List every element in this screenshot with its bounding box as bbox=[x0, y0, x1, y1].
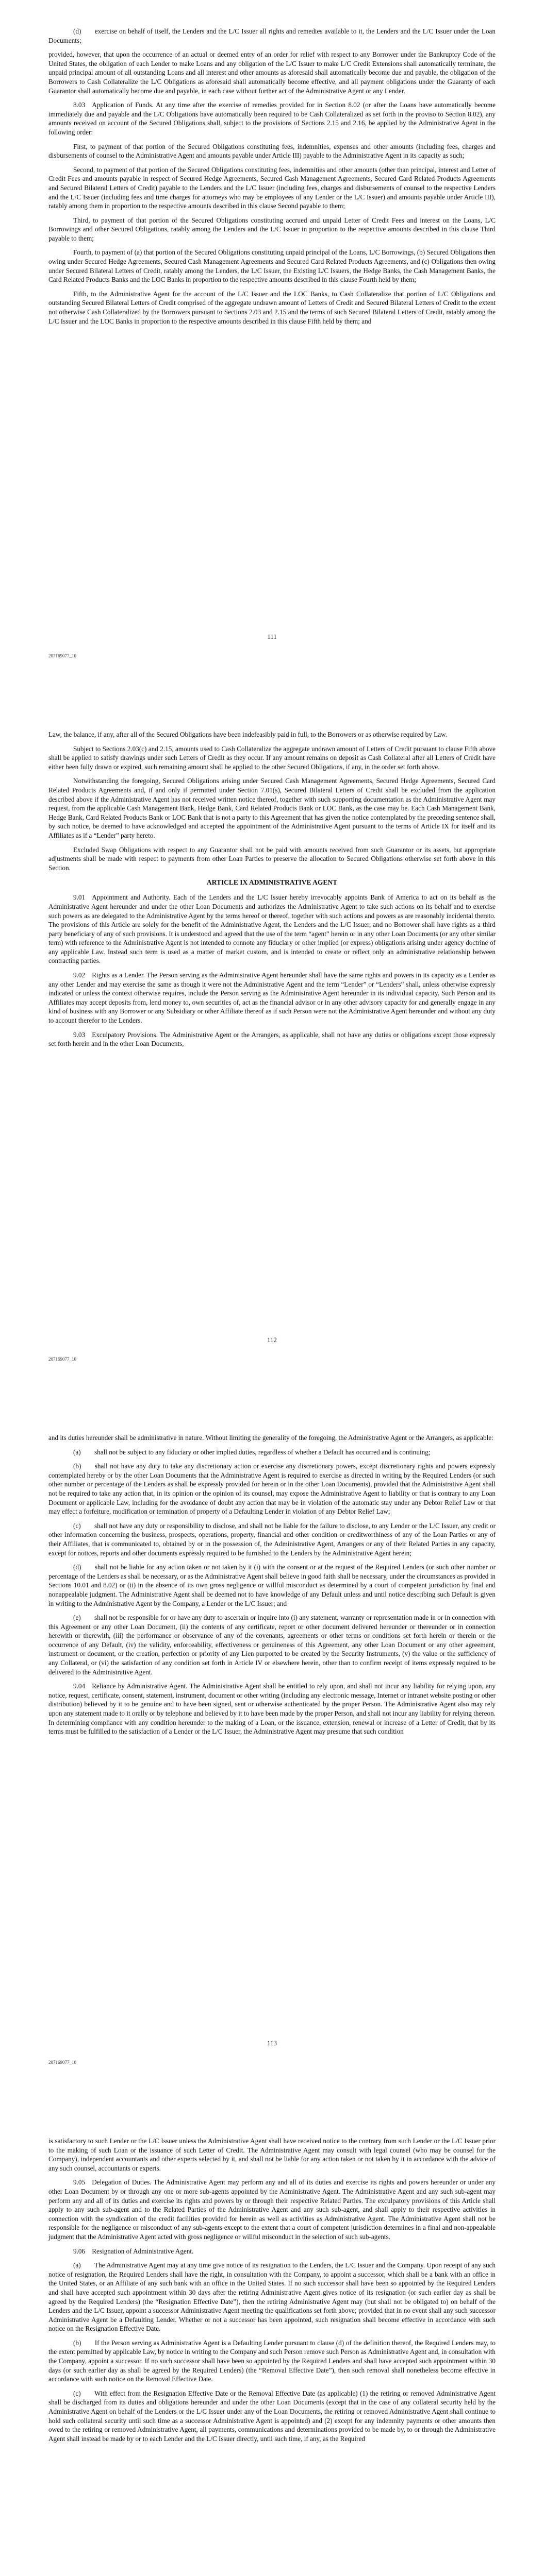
page-1-body bbox=[48, 27, 496, 331]
paragraph: Excluded Swap Obligations with respect to any Guarantor shall not be paid with amounts received from such Guarantor or its assets, but appropriate adjustments shall be made with respect to payments from other Loan Parties to preserve the allocation to Secured Obligations otherwise set forth above in this Section. bbox=[48, 845, 496, 872]
section-8-03-paragraph: 8.03 Application of Funds. At any time after the exercise of remedies provided for in Section 8.02 (or after the Loans have automatically become immediately due and payable and the L/C Obligations have automatically been required to be Cash Collateralized as set forth in the proviso to Section 8.02), any amounts received on account of the Secured Obligations shall, subject to the provisions of Sections 2.15 and 2.16, be applied by the Administrative Agent in the following order: bbox=[48, 101, 496, 136]
document-id: 207169077_10 bbox=[48, 1357, 76, 1362]
paragraph: Notwithstanding the foregoing, Secured Obligations arising under Secured Cash Management Agreements, Secured Hedge Agreements, Secured Card Related Products Agreements and, if and only if permitted under Section 7.01(s), Secured Bilateral Letters of Credit shall be excluded from the application described above if the Administrative Agent has not received written notice thereof, together with such supporting documentation as the Administrative Agent may request, from the applicable Cash Management Bank, Hedge Bank, Card Related Products Bank or LOC Bank, as the case may be. Each Cash Management Bank, Hedge Bank, Card Related Products Bank or LOC Bank that is not a party to this Agreement that has given the notice contemplated by the preceding sentence shall, by such notice, be deemed to have acknowledged and accepted the appointment of the Administrative Agent pursuant to the terms of Article IX for itself and its Affiliates as if a “Lender” party hereto. bbox=[48, 777, 496, 839]
page-3-body bbox=[48, 1433, 496, 1741]
page-number: 112 bbox=[267, 1336, 277, 1344]
page-number: 113 bbox=[267, 2039, 277, 2047]
section-9-02-paragraph: 9.02 Rights as a Lender. The Person serving as the Administrative Agent hereunder shall have the same rights and powers in its capacity as a Lender as any other Lender and may exercise the same as though it were not the Administrative Agent and the term “Lender” or “Lenders” shall, unless otherwise expressly indicated or unless the context otherwise requires, include the Person serving as the Administrative Agent hereunder in its individual capacity. Such Person and its Affiliates may accept deposits from, lend money to, own securities of, act as the financial advisor or in any other advisory capacity for and generally engage in any kind of business with any Borrower or any Subsidiary or other Affiliate thereof as if such Person were not the Administrative Agent hereunder and without any duty to account therefor to the Lenders. bbox=[48, 971, 496, 1025]
paragraph: Third, to payment of that portion of the Secured Obligations constituting accrued and unpaid Letter of Credit Fees and interest on the Loans, L/C Borrowings and other Secured Obligations, ratably among the Lenders and the L/C Issuer in proportion to the respective amounts described in this clause Third payable to them; bbox=[48, 216, 496, 242]
page-4-body bbox=[48, 2137, 496, 2448]
paragraph: (a) shall not be subject to any fiduciary or other implied duties, regardless of whether a Default has occurred and is continuing; bbox=[73, 1448, 431, 1456]
paragraph: First, to payment of that portion of the Secured Obligations constituting fees, indemnities, expenses and other amounts (including fees, charges and disbursements of counsel to the Administrative Agent and amounts payable under Article III) payable to the Administrative Agent in its capacity as such; bbox=[48, 142, 496, 160]
document-id: 207169077_10 bbox=[48, 2060, 76, 2065]
document-page-1 bbox=[0, 0, 544, 703]
document-id: 207169077_10 bbox=[48, 653, 76, 658]
section-9-04-paragraph: 9.04 Reliance by Administrative Agent. The Administrative Agent shall be entitled to rely upon, and shall not incur any liability for relying upon, any notice, request, certificate, consent, statement, instrument, document or other writing (including any electronic message, Internet or intranet website posting or other distribution) believed by it to be genuine and to have been signed, sent or otherwise authenticated by the proper Person. The Administrative Agent also may rely upon any statement made to it orally or by telephone and believed by it to have been made by the proper Person, and shall not incur any liability for relying thereon. In determining compliance with any condition hereunder to the making of a Loan, or the issuance, extension, renewal or increase of a Letter of Credit, that by its terms must be fulfilled to the satisfaction of a Lender or the L/C Issuer, the Administrative Agent may presume that such condition bbox=[48, 1682, 496, 1736]
paragraph: (d) exercise on behalf of itself, the Lenders and the L/C Issuer all rights and remedies available to it, the Lenders and the L/C Issuer under the Loan Documents; bbox=[48, 27, 496, 44]
page-number: 111 bbox=[267, 633, 277, 640]
paragraph: Law, the balance, if any, after all of the Secured Obligations have been indefeasibly paid in full, to the Borrowers or as otherwise required by Law. bbox=[48, 731, 448, 738]
document-page-2 bbox=[0, 703, 544, 1406]
paragraph: (b) If the Person serving as Administrative Agent is a Defaulting Lender pursuant to clause (d) of the definition thereof, the Required Lenders may, to the extent permitted by applicable Law, by notice in writing to the Company and such Person remove such Person as Administrative Agent and, in consultation with the Company, appoint a successor. If no such successor shall have been so appointed by the Required Lenders and shall have accepted such appointment within 30 days (or such earlier day as shall be agreed by the Required Lenders) (the “Removal Effective Date”), then such removal shall nonetheless become effective in accordance with such notice on the Removal Effective Date. bbox=[48, 2338, 496, 2383]
paragraph: Second, to payment of that portion of the Secured Obligations constituting fees, indemnities and other amounts (other than principal, interest and Letter of Credit Fees and amounts payable in respect of Secured Hedge Agreements, Secured Cash Management Agreements, Secured Card Related Products Agreements and Secured Bilateral Letters of Credit) payable to the Lenders and the L/C Issuer (including fees, charges and disbursements of counsel to the respective Lenders and the L/C Issuer (including fees and time charges for attorneys who may be employees of any Lender or the L/C Issuer) and amounts payable under Article III), ratably among them in proportion to the respective amounts described in this clause Second payable to them; bbox=[48, 165, 496, 210]
paragraph: is satisfactory to such Lender or the L/C Issuer unless the Administrative Agent shall have received notice to the contrary from such Lender or the L/C Issuer prior to the making of such Loan or the issuance of such Letter of Credit. The Administrative Agent may consult with legal counsel (who may be counsel for the Company), independent accountants and other experts selected by it, and shall not be liable for any action taken or not taken by it in accordance with the advice of any such counsel, accountants or experts. bbox=[48, 2137, 496, 2172]
section-9-06-heading: 9.06 Resignation of Administrative Agent. bbox=[73, 2247, 194, 2255]
paragraph: provided, however, that upon the occurrence of an actual or deemed entry of an order for relief with respect to any Borrower under the Bankruptcy Code of the United States, the obligation of each Lender to make Loans and any obligation of the L/C Issuer to make L/C Credit Extensions shall automatically terminate, the unpaid principal amount of all outstanding Loans and all interest and other amounts as aforesaid shall automatically become due and payable, the obligation of the Borrowers to Cash Collateralize the L/C Obligations as aforesaid shall automatically become effective, and all payment obligations under the Guaranty of each Guarantor shall automatically become due and payable, in each case without further act of the Administrative Agent or any Lender. bbox=[48, 50, 496, 95]
page-2-body bbox=[48, 730, 496, 1054]
section-9-05-paragraph: 9.05 Delegation of Duties. The Administrative Agent may perform any and all of its duties and exercise its rights and powers hereunder or under any other Loan Document by or through any one or more sub-agents appointed by the Administrative Agent. The Administrative Agent and any such sub-agent may perform any and all of its duties and exercise its rights and powers by or through their respective Related Parties. The exculpatory provisions of this Article shall apply to any such sub-agent and to the Related Parties of the Administrative Agent and any such sub-agent, and shall apply to their respective activities in connection with the syndication of the credit facilities provided for herein as well as activities as Administrative Agent. The Administrative Agent shall not be responsible for the negligence or misconduct of any sub-agents except to the extent that a court of competent jurisdiction determines in a final and non-appealable judgment that the Administrative Agent acted with gross negligence or willful misconduct in the selection of such sub-agents. bbox=[48, 2178, 496, 2241]
article-heading: ARTICLE IX ADMINISTRATIVE AGENT bbox=[206, 878, 338, 887]
paragraph: (d) shall not be liable for any action taken or not taken by it (i) with the consent or at the request of the Required Lenders (or such other number or percentage of the Lenders as shall be necessary, or as the Administrative Agent shall believe in good faith shall be necessary, under the circumstances as provided in Sections 10.01 and 8.02) or (ii) in the absence of its own gross negligence or willful misconduct as determined by a court of competent jurisdiction by final and nonappealable judgment. The Administrative Agent shall be deemed not to have knowledge of any Default unless and until notice describing such Default is given in writing to the Administrative Agent by the Company, a Lender or the L/C Issuer; and bbox=[48, 1563, 496, 1607]
section-9-03-paragraph: 9.03 Exculpatory Provisions. The Administrative Agent or the Arrangers, as applicable, shall not have any duties or obligations except those expressly set forth herein and in the other Loan Documents, bbox=[48, 1030, 496, 1048]
paragraph: (b) shall not have any duty to take any discretionary action or exercise any discretionary powers, except discretionary rights and powers expressly contemplated hereby or by the other Loan Documents that the Administrative Agent is required to exercise as directed in writing by the Required Lenders (or such other number or percentage of the Lenders as shall be expressly provided for herein or in the other Loan Documents), provided that the Administrative Agent shall not be required to take any action that, in its opinion or the opinion of its counsel, may expose the Administrative Agent to liability or that is contrary to any Loan Document or applicable Law, including for the avoidance of doubt any action that may be in violation of the automatic stay under any Debtor Relief Law or that may effect a forfeiture, modification or termination of property of a Defaulting Lender in violation of any Debtor Relief Law; bbox=[48, 1462, 496, 1516]
paragraph: (c) shall not have any duty or responsibility to disclose, and shall not be liable for the failure to disclose, to any Lender or the L/C Issuer, any credit or other information concerning the business, prospects, operations, property, financial and other condition or creditworthiness of any of the Loan Parties or any of their Affiliates, that is communicated to, obtained by or in the possession of, the Administrative Agent, Arrangers or any of their Related Parties in any capacity, except for notices, reports and other documents expressly required to be furnished to the Lenders by the Administrative Agent herein; bbox=[48, 1521, 496, 1557]
paragraph: (a) The Administrative Agent may at any time give notice of its resignation to the Lenders, the L/C Issuer and the Company. Upon receipt of any such notice of resignation, the Required Lenders shall have the right, in consultation with the Company, to appoint a successor, which shall be a bank with an office in the United States, or an Affiliate of any such bank with an office in the United States. If no such successor shall have been so appointed by the Required Lenders and shall have accepted such appointment within 30 days after the retiring Administrative Agent gives notice of its resignation (or such earlier day as shall be agreed by the Required Lenders) (the “Resignation Effective Date”), then the retiring Administrative Agent may (but shall not be obligated to) on behalf of the Lenders and the L/C Issuer, appoint a successor Administrative Agent meeting the qualifications set forth above; provided that in no event shall any such successor Administrative Agent be a Defaulting Lender. Whether or not a successor has been appointed, such resignation shall become effective in accordance with such notice on the Resignation Effective Date. bbox=[48, 2261, 496, 2333]
paragraph: Fifth, to the Administrative Agent for the account of the L/C Issuer and the LOC Banks, to Cash Collateralize that portion of L/C Obligations and outstanding Secured Bilateral Letters of Credit comprised of the aggregate undrawn amount of Letters of Credit and Secured Bilateral Letters of Credit to the extent not otherwise Cash Collateralized by the Borrowers pursuant to Sections 2.03 and 2.15 and the terms of such Secured Bilateral Letters of Credit, ratably among the L/C Issuer and the LOC Banks in proportion to the respective amounts described in this clause Fifth held by them; and bbox=[48, 290, 496, 325]
paragraph: Subject to Sections 2.03(c) and 2.15, amounts used to Cash Collateralize the aggregate undrawn amount of Letters of Credit pursuant to clause Fifth above shall be applied to satisfy drawings under such Letters of Credit as they occur. If any amount remains on deposit as Cash Collateral after all Letters of Credit have either been fully drawn or expired, such remaining amount shall be applied to the other Secured Obligations, if any, in the order set forth above. bbox=[48, 744, 496, 771]
section-9-01-paragraph: 9.01 Appointment and Authority. Each of the Lenders and the L/C Issuer hereby irrevocably appoints Bank of America to act on its behalf as the Administrative Agent hereunder and under the other Loan Documents and authorizes the Administrative Agent to take such actions on its behalf and to exercise such powers as are delegated to the Administrative Agent by the terms hereof or thereof, together with such actions and powers as are reasonably incidental thereto. The provisions of this Article are solely for the benefit of the Administrative Agent, the Lenders and the L/C Issuer, and no Borrower shall have rights as a third party beneficiary of any of such provisions. It is understood and agreed that the use of the term “agent” herein or in any other Loan Documents (or any other similar term) with reference to the Administrative Agent is not intended to connote any fiduciary or other implied (or express) obligations arising under agency doctrine of any applicable Law. Instead such term is used as a matter of market custom, and is intended to create or reflect only an administrative relationship between contracting parties. bbox=[48, 893, 496, 965]
paragraph: (c) With effect from the Resignation Effective Date or the Removal Effective Date (as applicable) (1) the retiring or removed Administrative Agent shall be discharged from its duties and obligations hereunder and under the other Loan Documents (except that in the case of any collateral security held by the Administrative Agent on behalf of the Lenders or the L/C Issuer under any of the Loan Documents, the retiring or removed Administrative Agent shall continue to hold such collateral security until such time as a successor Administrative Agent is appointed) and (2) except for any indemnity payments or other amounts then owed to the retiring or removed Administrative Agent, all payments, communications and determinations provided to be made by, to or through the Administrative Agent shall instead be made by or to each Lender and the L/C Issuer directly, until such time, if any, as the Required bbox=[48, 2389, 496, 2443]
document-page-4 bbox=[0, 2110, 544, 2576]
paragraph: Fourth, to payment of (a) that portion of the Secured Obligations constituting unpaid principal of the Loans, L/C Borrowings, (b) Secured Obligations then owing under Secured Hedge Agreements, Secured Cash Management Agreements and Secured Card Related Products Agreements, and (c) Obligations then owing under Secured Bilateral Letters of Credit, ratably among the Lenders, the L/C Issuer, the Existing L/C Issuers, the Hedge Banks, the Cash Management Banks, the Card Related Products Banks and the LOC Banks in proportion to the respective amounts described in this clause Fourth held by them; bbox=[48, 248, 496, 284]
paragraph: (e) shall not be responsible for or have any duty to ascertain or inquire into (i) any statement, warranty or representation made in or in connection with this Agreement or any other Loan Document, (ii) the contents of any certificate, report or other document delivered hereunder or thereunder or in connection herewith or therewith, (iii) the performance or observance of any of the covenants, agreements or other terms or conditions set forth herein or therein or the occurrence of any Default, (iv) the validity, enforceability, effectiveness or genuineness of this Agreement, any other Loan Document or any other agreement, instrument or document, or the creation, perfection or priority of any Lien purported to be created by the Security Instruments, (v) the value or the sufficiency of any Collateral, or (vi) the satisfaction of any condition set forth in Article IV or elsewhere herein, other than to confirm receipt of items expressly required to be delivered to the Administrative Agent. bbox=[48, 1614, 496, 1676]
paragraph: and its duties hereunder shall be administrative in nature. Without limiting the generality of the foregoing, the Administrative Agent or the Arrangers, as applicable: bbox=[48, 1434, 493, 1442]
document-page-3 bbox=[0, 1406, 544, 2110]
